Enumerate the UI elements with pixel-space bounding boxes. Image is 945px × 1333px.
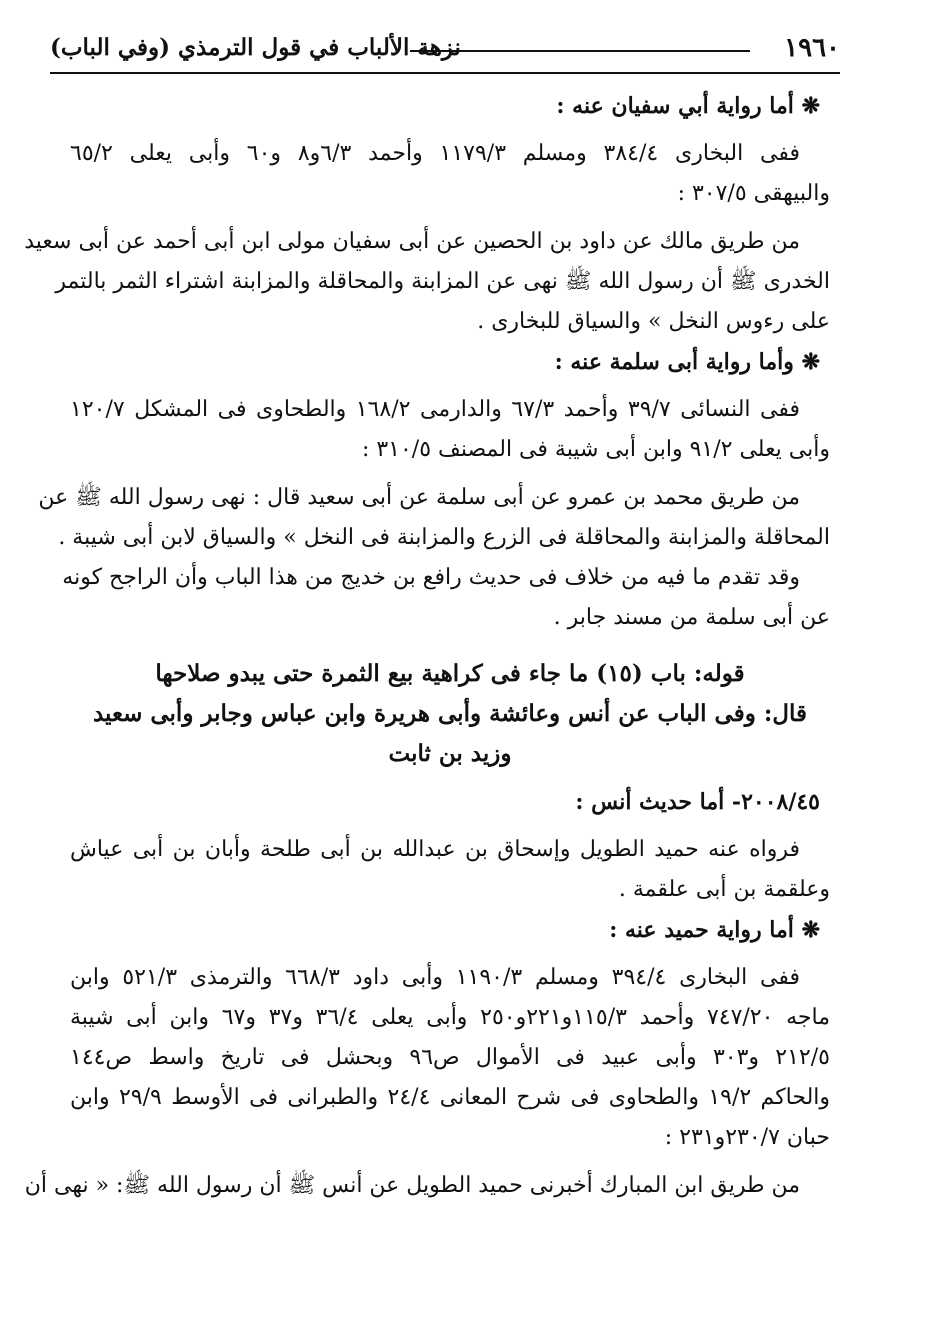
text-line: والحاكم ١٩/٢ والطحاوى فى شرح المعانى ٢٤/٤ والطبرانى فى الأوسط ٢٩/٩ وابن: [70, 1085, 831, 1110]
text-line: من طريق ابن المبارك أخبرنى حميد الطويل عن أنس ﷺ أن رسول الله ﷺ: « نهى أن: [24, 1173, 800, 1198]
header-rule: [410, 50, 750, 52]
text-line: على رءوس النخل » والسياق للبخارى .: [477, 309, 830, 334]
chapter-subtitle: وزيد بن ثابت: [388, 740, 512, 767]
text-line: ففى البخارى ٣٩٤/٤ ومسلم ١١٩٠/٣ وأبى داود ٦٦٨/٣ والترمذى ٥٢١/٣ وابن: [70, 965, 800, 990]
text-line: وأبى يعلى ٩١/٢ وابن أبى شيبة فى المصنف ٣١٠/٥ :: [361, 437, 830, 462]
text-line: وعلقمة بن أبى علقمة .: [618, 877, 830, 902]
text-line: من طريق مالك عن داود بن الحصين عن أبى سفيان مولى ابن أبى أحمد عن أبى سعيد: [24, 229, 800, 254]
text-line: ففى البخارى ٣٨٤/٤ ومسلم ١١٧٩/٣ وأحمد ٦/٣و٨ و٦٠ وأبى يعلى ٦٥/٢: [70, 141, 800, 166]
page-body: [24, 86, 831, 1206]
text-line: ٢١٢/٥ و٣٠٣ وأبى عبيد فى الأموال ص٩٦ وبحشل فى تاريخ واسط ص١٤٤: [70, 1045, 830, 1070]
text-line: وقد تقدم ما فيه من خلاف فى حديث رافع بن خديج من هذا الباب وأن الراجح كونه: [62, 565, 800, 590]
text-line: من طريق محمد بن عمرو عن أبى سلمة عن أبى سعيد قال : نهى رسول الله ﷺ عن: [38, 485, 800, 510]
text-line: ماجه ٧٤٧/٢٠ وأحمد ١١٥/٣و٢٢١و٢٥٠ وأبى يعلى ٣٦/٤ و٣٧ و٦٧ وابن أبى شيبة: [70, 1005, 830, 1030]
section-heading: ❋ أما رواية حميد عنه :: [70, 910, 830, 950]
text-line: المحاقلة والمزابنة والمحاقلة فى الزرع والمزابنة فى النخل » والسياق لابن أبى شيبة .: [58, 525, 830, 550]
text-line: الخدرى ﷺ أن رسول الله ﷺ نهى عن المزابنة والمحاقلة والمزابنة اشتراء الثمر بالتمر: [55, 269, 830, 294]
page-number: ١٩٦٠: [784, 33, 840, 63]
section-heading: ❋ وأما رواية أبى سلمة عنه :: [70, 342, 830, 382]
text-line: والبيهقى ٣٠٧/٥ :: [677, 181, 830, 206]
text-line: عن أبى سلمة من مسند جابر .: [553, 605, 830, 630]
section-heading: ❋ أما رواية أبي سفيان عنه :: [70, 86, 830, 126]
page-header: [50, 30, 840, 74]
header-underline: [50, 72, 840, 74]
text-line: فرواه عنه حميد الطويل وإسحاق بن عبدالله بن أبى طلحة وأبان بن أبى عياش: [70, 837, 800, 862]
chapter-subtitle: قال: وفى الباب عن أنس وعائشة وأبى هريرة وابن عباس وجابر وأبى سعيد: [92, 700, 808, 727]
running-title: نزهة الألباب في قول الترمذي (وفي الباب): [50, 34, 461, 61]
text-line: حبان ٢٣٠/٧و٢٣١ :: [664, 1125, 830, 1150]
hadith-heading: ٢٠٠٨/٤٥- أما حديث أنس :: [575, 789, 820, 815]
chapter-title: قوله: باب (١٥) ما جاء فى كراهية بيع الثمرة حتى يبدو صلاحها: [155, 660, 745, 687]
text-line: ففى النسائى ٣٩/٧ وأحمد ٦٧/٣ والدارمى ١٦٨/٢ والطحاوى فى المشكل ١٢٠/٧: [70, 397, 800, 422]
